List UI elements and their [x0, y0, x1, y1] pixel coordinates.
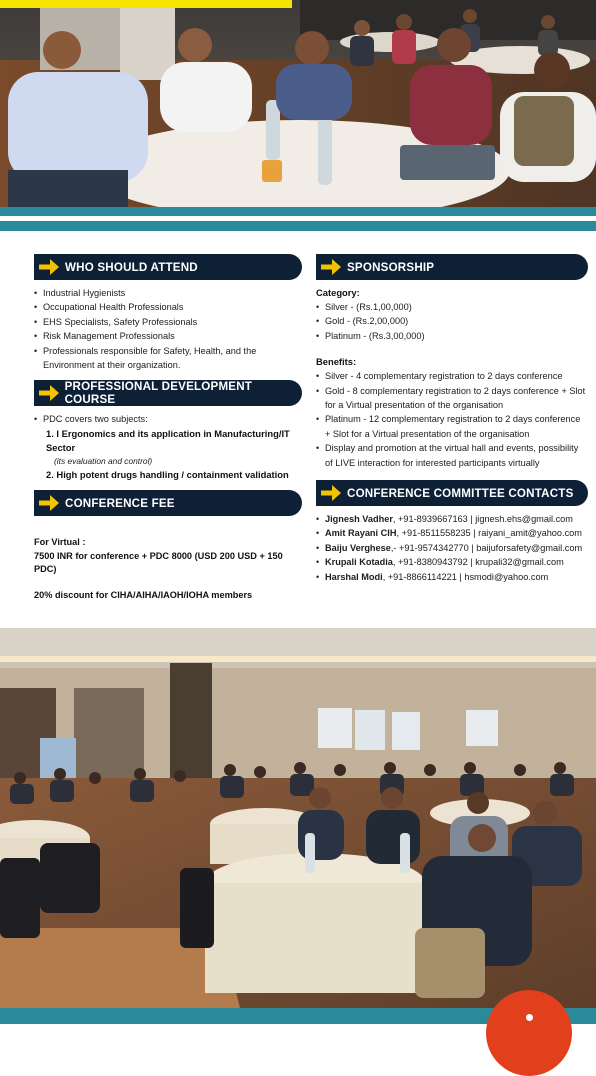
- badge-dot: [526, 1014, 533, 1021]
- attendee-list: [34, 286, 302, 372]
- list-item: • Platinum - (Rs.3,00,000): [316, 329, 588, 343]
- red-circle-badge: [486, 990, 572, 1076]
- contact-name: Baiju Verghese: [325, 542, 391, 553]
- contact-item: [316, 526, 588, 540]
- benefits-label: Benefits:: [316, 356, 357, 368]
- list-item: • Industrial Hygienists: [34, 286, 302, 300]
- fee-virtual-label: For Virtual :: [34, 537, 86, 548]
- contact-detail[interactable]: , +91-8866114221 | hsmodi@yahoo.com: [382, 571, 549, 582]
- contact-name: Harshal Modi: [325, 571, 383, 582]
- pdc-subject-list-2: [34, 468, 302, 483]
- bottom-conference-photo: [0, 628, 596, 1008]
- contact-detail[interactable]: ,- +91-9574342770 | baijuforsafety@gmail.com: [390, 542, 583, 553]
- list-item: • Platinum - 12 complementary registration to 2 days conference + Slot for a Virtual presentation of the organisation: [316, 412, 588, 441]
- section-title: WHO SHOULD ATTEND: [65, 260, 198, 274]
- right-column: [316, 254, 588, 592]
- contact-item: [316, 512, 588, 526]
- list-item: • Risk Management Professionals: [34, 329, 302, 343]
- list-item: • Professionals responsible for Safety, Health, and the Environment at their organization.: [34, 344, 302, 373]
- list-item: • Silver - (Rs.1,00,000): [316, 300, 588, 314]
- contacts-section: [316, 480, 588, 584]
- sponsorship-heading: [316, 254, 588, 280]
- contact-item: [316, 541, 588, 555]
- contact-detail[interactable]: , +91-8380943792 | krupali32@gmail.com: [392, 557, 564, 568]
- conference-fee-heading: [34, 490, 302, 516]
- arrow-right-icon: [319, 482, 343, 504]
- list-item: • Gold - 8 complementary registration to 2 days conference + Slot for a Virtual presentation of the organisation: [316, 384, 588, 413]
- fee-discount: 20% discount for CIHA/AIHA/IAOH/IOHA members: [34, 589, 253, 600]
- list-item: • Silver - 4 complementary registration to 2 days conference: [316, 369, 588, 383]
- conference-fee-section: [34, 490, 302, 602]
- top-conference-photo: [0, 0, 596, 207]
- pdc-intro: • PDC covers two subjects:: [34, 412, 302, 426]
- arrow-right-icon: [37, 492, 61, 514]
- fee-virtual-price: 7500 INR for conference + PDC 8000 (USD 200 USD + 150 PDC): [34, 550, 283, 575]
- contact-detail[interactable]: , +91-8939667163 | jignesh.ehs@gmail.com: [392, 514, 573, 525]
- pdc-subject: 1. I Ergonomics and its application in Manufacturing/IT Sector: [46, 427, 290, 454]
- contact-name: Jignesh Vadher: [325, 514, 393, 525]
- list-item: • Display and promotion at the virtual hall and events, possibility of LIVE interaction for interested participants virtually: [316, 441, 588, 470]
- benefits-list: [316, 369, 588, 470]
- who-should-attend-section: [34, 254, 302, 372]
- pdc-heading: [34, 380, 302, 406]
- contact-name: Krupali Kotadia: [325, 557, 393, 568]
- section-title: CONFERENCE COMMITTEE CONTACTS: [347, 486, 574, 500]
- category-label: Category:: [316, 287, 360, 298]
- list-item: • Gold - (Rs.2,00,000): [316, 314, 588, 328]
- pdc-section: [34, 380, 302, 482]
- pdc-intro-list: [34, 412, 302, 426]
- teal-divider-stripe-2: [0, 221, 596, 231]
- teal-divider-stripe: [0, 207, 596, 216]
- contact-item: [316, 555, 588, 569]
- contact-detail[interactable]: , +91-8511558235 | raiyani_amit@yahoo.com: [396, 528, 582, 539]
- info-section: [0, 232, 596, 628]
- arrow-right-icon: [319, 256, 343, 278]
- pdc-subject-note: (its evaluation and control): [54, 455, 153, 466]
- list-item: • EHS Specialists, Safety Professionals: [34, 315, 302, 329]
- arrow-right-icon: [37, 382, 61, 404]
- arrow-right-icon: [37, 256, 61, 278]
- section-title: CONFERENCE FEE: [65, 496, 175, 510]
- section-title: PROFESSIONAL DEVELOPMENT COURSE: [64, 380, 253, 407]
- contact-list: [316, 512, 588, 584]
- pdc-subject-list: [34, 427, 302, 456]
- contacts-heading: [316, 480, 588, 506]
- contact-item: [316, 570, 588, 584]
- who-should-attend-heading: [34, 254, 302, 280]
- contact-name: Amit Rayani CIH: [325, 528, 397, 539]
- pdc-subject: 2. High potent drugs handling / containment validation: [46, 468, 289, 480]
- sponsorship-section: [316, 254, 588, 470]
- section-title: SPONSORSHIP: [347, 260, 435, 274]
- category-list: [316, 300, 588, 343]
- list-item: • Occupational Health Professionals: [34, 300, 302, 314]
- left-column: [34, 254, 302, 610]
